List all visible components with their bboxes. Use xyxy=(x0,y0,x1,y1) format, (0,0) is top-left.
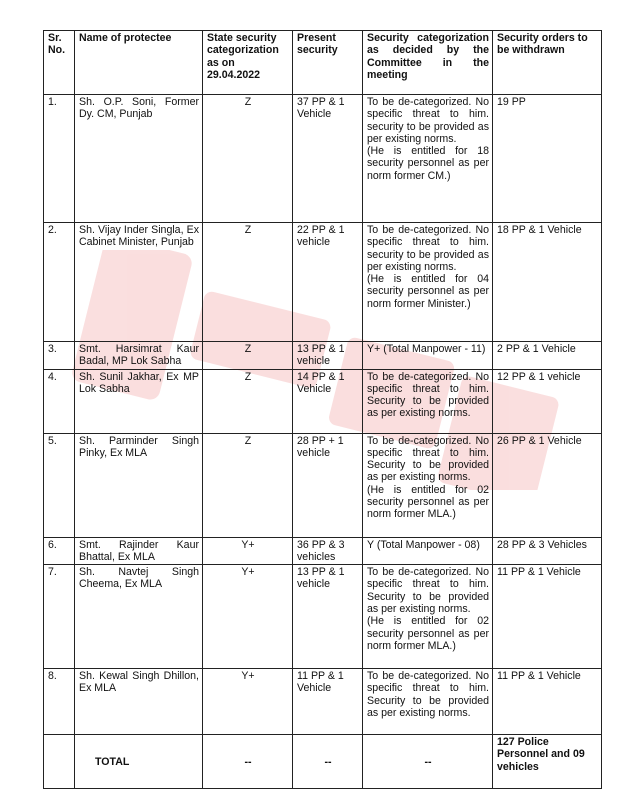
row-sr: 2. xyxy=(44,223,75,342)
row-state-category: Z xyxy=(203,433,293,537)
decision-text: To be de-categorized. No specific threat to him. Security to be provided as per existing norms. xyxy=(367,670,489,720)
decision-text: To be de-categorized. No specific threat to him. Security to be provided as per existing norms. xyxy=(367,370,489,420)
decision-text: To be de-categorized. No specific threat to him. Security to be provided as per existing norms. xyxy=(367,434,489,484)
row-sr: 5. xyxy=(44,433,75,537)
row-protectee-name: Sh. Vijay Inder Singla, Ex Cabinet Minister, Punjab xyxy=(75,223,203,342)
row-state-category: Z xyxy=(203,95,293,223)
row-orders-withdrawn: 28 PP & 3 Vehicles xyxy=(493,537,602,565)
row-present-security: 11 PP & 1 Vehicle xyxy=(293,669,363,735)
row-sr: 3. xyxy=(44,342,75,370)
row-protectee-name: Sh. Kewal Singh Dhillon, Ex MLA xyxy=(75,669,203,735)
table-row xyxy=(44,537,602,565)
table-row xyxy=(44,565,602,669)
header-committee-decision: Security categorization as decided by the Committee in the meeting xyxy=(363,31,493,95)
row-protectee-name: Sh. O.P. Soni, Former Dy. CM, Punjab xyxy=(75,95,203,223)
row-sr: 4. xyxy=(44,369,75,433)
total-label: TOTAL xyxy=(75,735,203,789)
row-committee-decision xyxy=(363,537,493,565)
security-withdrawal-table xyxy=(43,30,602,789)
table-row xyxy=(44,433,602,537)
header-present-security: Present security xyxy=(293,31,363,95)
row-orders-withdrawn: 19 PP xyxy=(493,95,602,223)
table-row xyxy=(44,95,602,223)
row-present-security: 28 PP + 1 vehicle xyxy=(293,433,363,537)
total-present-security: -- xyxy=(293,735,363,789)
row-state-category: Z xyxy=(203,223,293,342)
table-row xyxy=(44,342,602,370)
row-orders-withdrawn: 11 PP & 1 Vehicle xyxy=(493,565,602,669)
row-orders-withdrawn: 12 PP & 1 vehicle xyxy=(493,369,602,433)
row-protectee-name: Sh. Sunil Jakhar, Ex MP Lok Sabha xyxy=(75,369,203,433)
row-present-security: 22 PP & 1 vehicle xyxy=(293,223,363,342)
entitlement-note: (He is entitled for 02 security personnel as per norm former MLA.) xyxy=(367,483,489,521)
row-state-category: Y+ xyxy=(203,565,293,669)
row-state-category: Z xyxy=(203,342,293,370)
entitlement-note: (He is entitled for 02 security personnel as per norm former MLA.) xyxy=(367,615,489,652)
row-protectee-name: Smt. Rajinder Kaur Bhattal, Ex MLA xyxy=(75,537,203,565)
row-protectee-name: Sh. Parminder Singh Pinky, Ex MLA xyxy=(75,433,203,537)
row-committee-decision xyxy=(363,565,493,669)
total-row xyxy=(44,735,602,789)
header-sr-no: Sr. No. xyxy=(44,31,75,95)
row-state-category: Y+ xyxy=(203,669,293,735)
total-committee-decision: -- xyxy=(363,735,493,789)
row-present-security: 14 PP & 1 Vehicle xyxy=(293,369,363,433)
row-orders-withdrawn: 11 PP & 1 Vehicle xyxy=(493,669,602,735)
header-state-categorization: State security categorization as on 29.04.2022 xyxy=(203,31,293,95)
total-sr-empty xyxy=(44,735,75,789)
row-protectee-name: Smt. Harsimrat Kaur Badal, MP Lok Sabha xyxy=(75,342,203,370)
total-orders-withdrawn: 127 Police Personnel and 09 vehicles xyxy=(493,735,602,789)
decision-text: To be de-categorized. No specific threat to him. security to be provided as per existing norms. xyxy=(367,224,489,273)
decision-text: To be de-categorized. No specific threat to him. security to be provided as per existing norms. xyxy=(367,96,489,145)
row-committee-decision xyxy=(363,369,493,433)
table-row xyxy=(44,223,602,342)
row-orders-withdrawn: 18 PP & 1 Vehicle xyxy=(493,223,602,342)
row-orders-withdrawn: 2 PP & 1 Vehicle xyxy=(493,342,602,370)
entitlement-note: (He is entitled for 04 security personnel as per norm former Minister.) xyxy=(367,273,489,310)
row-orders-withdrawn: 26 PP & 1 Vehicle xyxy=(493,433,602,537)
entitlement-note: (He is entitled for 18 security personnel as per norm former CM.) xyxy=(367,145,489,182)
row-sr: 8. xyxy=(44,669,75,735)
row-present-security: 36 PP & 3 vehicles xyxy=(293,537,363,565)
row-committee-decision xyxy=(363,223,493,342)
header-orders-withdrawn: Security orders to be withdrawn xyxy=(493,31,602,95)
row-state-category: Z xyxy=(203,369,293,433)
row-state-category: Y+ xyxy=(203,537,293,565)
row-sr: 1. xyxy=(44,95,75,223)
table-row xyxy=(44,669,602,735)
row-present-security: 13 PP & 1 vehicle xyxy=(293,342,363,370)
row-sr: 7. xyxy=(44,565,75,669)
row-committee-decision xyxy=(363,95,493,223)
row-protectee-name: Sh. Navtej Singh Cheema, Ex MLA xyxy=(75,565,203,669)
row-present-security: 37 PP & 1 Vehicle xyxy=(293,95,363,223)
table-row xyxy=(44,369,602,433)
decision-text: Y+ (Total Manpower - 11) xyxy=(367,343,486,355)
row-committee-decision xyxy=(363,342,493,370)
decision-text: To be de-categorized. No specific threat to him. Security to be provided as per existing norms. xyxy=(367,566,489,616)
row-present-security: 13 PP & 1 vehicle xyxy=(293,565,363,669)
row-committee-decision xyxy=(363,433,493,537)
row-sr: 6. xyxy=(44,537,75,565)
header-name-of-protectee: Name of protectee xyxy=(75,31,203,95)
header-row xyxy=(44,31,602,95)
total-state-category: -- xyxy=(203,735,293,789)
row-committee-decision xyxy=(363,669,493,735)
decision-text: Y (Total Manpower - 08) xyxy=(367,538,480,551)
